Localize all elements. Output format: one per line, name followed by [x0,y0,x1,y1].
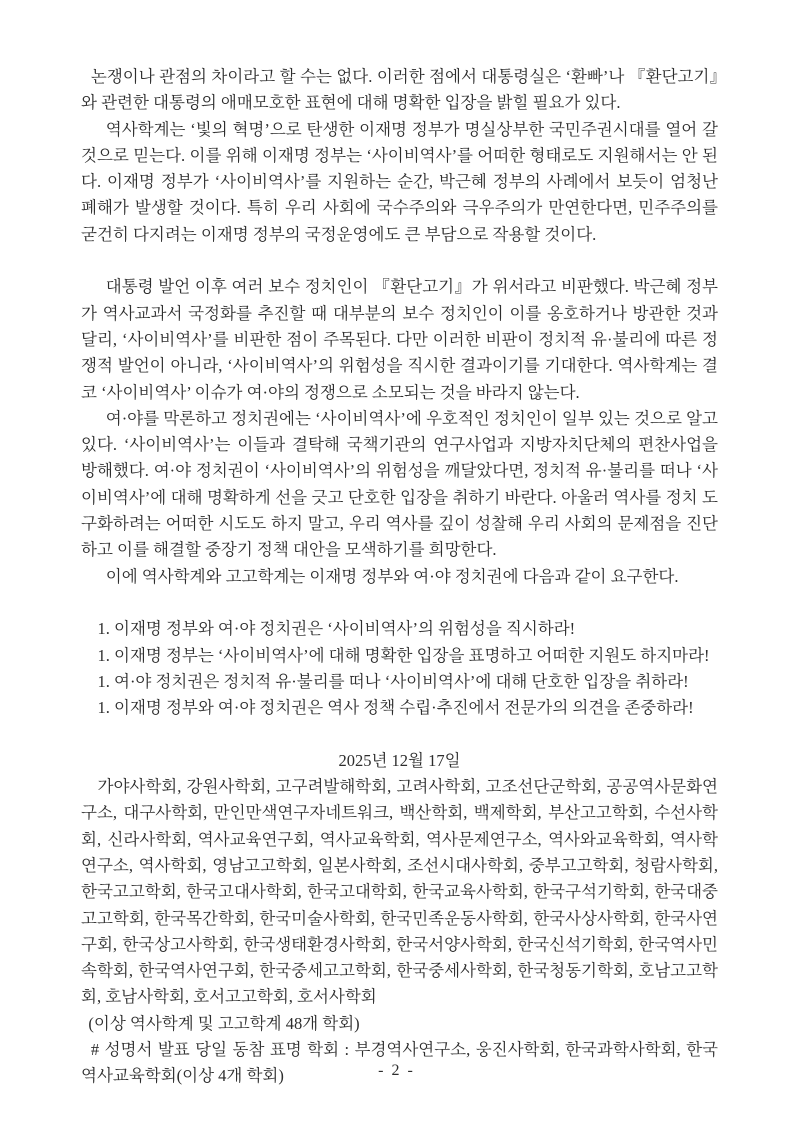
addendum-prefix: # 성명서 발표 당일 동참 표명 학회 : [90,1039,355,1059]
demand-line: 1. 이재명 정부는 ‘사이비역사’에 대해 명확한 입장을 표명하고 어떠한 지원도 하지마라! [97,645,710,665]
addendum-societies: 부경역사연구소, 웅진사학회, 한국과학사학회, 한국역사교육학회 [81,1039,718,1086]
blank-line [81,590,718,616]
blank-line [81,248,718,274]
paragraph: 대통령 발언 이후 여러 보수 정치인이 『환단고기』가 위서라고 비판했다. 박근혜 정부가 역사교과서 국정화를 추진할 때 대부분의 보수 정치인이 이를 옹호하거나 방관한 것과 달리, ‘사이비역사’를 비판한 점이 주목된다. 다만 이러한 비판이 정치적 유·불리에 따른 정쟁적 발언이 아니라, ‘사이비역사’의 위험성을 직시한 결과이기를 기대한다. 역사학계는 결코 ‘사이비역사’ 이슈가 여·야의 정쟁으로 소모되는 것을 바라지 않는다. [81,277,718,402]
statement-date: 2025년 12월 17일 [338,750,461,770]
signatories-note: (이상 역사학계 및 고고학계 48개 학회) [88,1013,360,1033]
statement-body [81,64,718,1090]
signatory-list: 가야사학회, 강원사학회, 고구려발해학회, 고려사학회, 고조선단군학회, 공공역사문화연구소, 대구사학회, 만인만색연구자네트워크, 백산학회, 백제학회, 부산고고학회, 수선사학회, 신라사학회, 역사교육연구회, 역사교육학회, 역사문제연구소, 역사와교육학회, 역사학연구소, 역사학회, 영남고고학회, 일본사학회, 조선시대사학회, 중부고고학회, 청람사학회, 한국고고학회, 한국고대사학회, 한국고대학회, 한국교육사학회, 한국구석기학회, 한국대중고고학회, 한국목간학회, 한국미술사학회, 한국민족운동사학회, 한국사상사학회, 한국사연구회, 한국상고사학회, 한국생태환경사학회, 한국서양사학회, 한국신석기학회, 한국역사민속학회, 한국역사연구회, 한국중세고고학회, 한국중세사학회, 한국청동기학회, 호남고고학회, 호남사학회, 호서고고학회, 호서사학회 [81,777,718,1007]
paragraph: 여·야를 막론하고 정치권에는 ‘사이비역사’에 우호적인 정치인이 일부 있는 것으로 알고 있다. ‘사이비역사’는 이들과 결탁해 국책기관의 연구사업과 지방자치단체의 편찬사업을 방해했다. 여·야 정치권이 ‘사이비역사’의 위험성을 깨달았다면, 정치적 유·불리를 떠나 ‘사이비역사’에 대해 명확하게 선을 긋고 단호한 입장을 취하기 바란다. 아울러 역사를 정치 도구화하려는 어떠한 시도도 하지 말고, 우리 역사를 깊이 성찰해 우리 사회의 문제점을 진단하고 이를 해결할 중장기 정책 대안을 모색하기를 희망한다. [81,408,718,560]
blank-line [81,721,718,747]
addendum-suffix: (이상 4개 학회) [176,1066,284,1086]
page-number: - 2 - [378,1062,415,1079]
paragraph-continuation: 논쟁이나 관점의 차이라고 할 수는 없다. 이러한 점에서 대통령실은 ‘환빠’나 『환단고기』와 관련한 대통령의 애매모호한 표현에 대해 명확한 입장을 밝힐 필요가 있다. [81,67,718,113]
paragraph: 역사학계는 ‘빛의 혁명’으로 탄생한 이재명 정부가 명실상부한 국민주권시대를 열어 갈 것으로 믿는다. 이를 위해 이재명 정부는 ‘사이비역사’를 어떠한 형태로도 지원해서는 안 된다. 이재명 정부가 ‘사이비역사’를 지원하는 순간, 박근혜 정부의 사례에서 보듯이 엄청난 폐해가 발생할 것이다. 특히 우리 사회에 국수주의와 극우주의가 만연한다면, 민주주의를 굳건히 다지려는 이재명 정부의 국정운영에도 큰 부담으로 작용할 것이다. [81,119,718,244]
paragraph-closing: 이에 역사학계와 고고학계는 이재명 정부와 여·야 정치권에 다음과 같이 요구한다. [105,566,679,586]
demand-line: 1. 이재명 정부와 여·야 정치권은 ‘사이비역사’의 위험성을 직시하라! [97,619,576,639]
demand-line: 1. 이재명 정부와 여·야 정치권은 역사 정책 수립·추진에서 전문가의 의견을 존중하라! [97,698,694,718]
demand-line: 1. 여·야 정치권은 정치적 유·불리를 떠나 ‘사이비역사’에 대해 단호한 입장을 취하라! [97,671,689,691]
